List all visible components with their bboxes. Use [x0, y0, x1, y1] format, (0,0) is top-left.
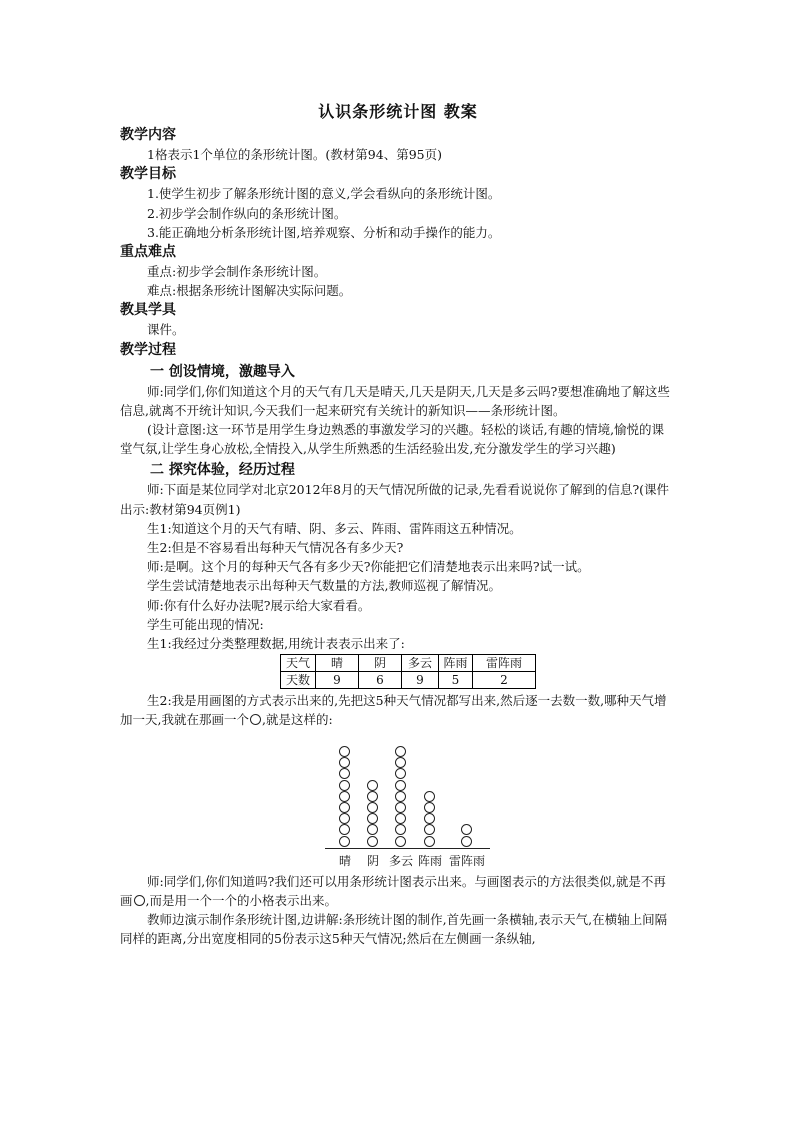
teacher2-text-before: 师:同学们,你们知道吗?我们还可以用条形统计图表示出来。与画图表示的方法很类似,就是不再画: [120, 873, 666, 908]
pictograph-circle: [367, 813, 378, 824]
heading-content: 教学内容: [120, 127, 176, 144]
keypoint-text: 重点:初步学会制作条形统计图。: [147, 264, 327, 280]
table-cell: 阴: [359, 655, 402, 672]
x-axis-line: [325, 848, 490, 850]
student2-text-before: 生2:我是用画图的方式表示出来的,先把这5种天气情况都写出来,然后逐一去数一数,哪种天气增加一天,我就在那画一个: [120, 693, 667, 728]
table-cell: 2: [473, 672, 536, 689]
part1-teacher: 师:同学们,你们知道这个月的天气有几天是晴天,几天是阴天,几天是多云吗?要想准确地了解这些信息,就离不开统计知识,今天我们一起来研究有关统计的新知识——条形统计图。: [120, 383, 670, 418]
teacher2-text-after: ,而是用一个一个的小格表示出来。: [145, 892, 337, 908]
pictograph-circle: [339, 768, 350, 779]
pictograph-circle: [367, 836, 378, 847]
part2-line-3: 生2:但是不容易看出每种天气情况各有多少天?: [147, 540, 404, 556]
part2-title: 二 探究体验，经历过程: [150, 462, 295, 479]
pictograph-circle: [395, 768, 406, 779]
tools-text: 课件。: [147, 322, 185, 338]
pictograph-circle: [395, 824, 406, 835]
goal-item-1: 1.使学生初步了解条形统计图的意义,学会看纵向的条形统计图。: [147, 186, 501, 202]
pictograph-circle: [395, 791, 406, 802]
table-cell: 多云: [402, 655, 439, 672]
heading-tools: 教具学具: [120, 302, 176, 319]
table-cell: 9: [316, 672, 359, 689]
heading-keypoints: 重点难点: [120, 244, 176, 261]
content-text: 1格表示1个单位的条形统计图。(教材第94、第95页): [147, 147, 442, 163]
pictograph-circle: [461, 836, 472, 847]
pictograph-circle: [395, 836, 406, 847]
circle-icon: [134, 895, 145, 906]
table-cell: 阵雨: [439, 655, 473, 672]
part2-line-7: 学生可能出现的情况:: [147, 616, 264, 632]
part2-line-2: 生1:知道这个月的天气有晴、阴、多云、阵雨、雷阵雨这五种情况。: [147, 520, 522, 536]
x-tick-label: 雷阵雨: [448, 853, 486, 868]
circle-icon: [250, 714, 261, 725]
goal-item-3: 3.能正确地分析条形统计图,培养观察、分析和动手操作的能力。: [147, 224, 501, 240]
pictograph-circle: [424, 836, 435, 847]
table-row-label: 天数: [281, 672, 316, 689]
teacher3-text: 教师边演示制作条形统计图,边讲解:条形统计图的制作,首先画一条横轴,表示天气,在横轴上间隔同样的距离,分出宽度相同的5份表示这5种天气情况;然后在左侧画一条纵轴,: [120, 912, 668, 947]
pictograph-circle: [367, 802, 378, 813]
part2-line-4: 师:是啊。这个月的每种天气各有多少天?你能把它们清楚地表示出来吗?试一试。: [147, 559, 590, 575]
table-row: [281, 655, 536, 672]
table-cell: 9: [402, 672, 439, 689]
pictograph-circle: [424, 791, 435, 802]
difficulty-text: 难点:根据条形统计图解决实际问题。: [147, 283, 352, 299]
part2-line-8: 生1:我经过分类整理数据,用统计表表示出来了:: [147, 636, 405, 652]
table-header-label: 天气: [281, 655, 316, 672]
table-cell: 雷阵雨: [473, 655, 536, 672]
pictograph-circle: [424, 813, 435, 824]
x-tick-label: 阴: [366, 853, 380, 868]
pictograph-circle: [424, 824, 435, 835]
student2-text-after: ,就是这样的:: [261, 712, 333, 728]
pictograph-circle: [395, 780, 406, 791]
circle-pictograph: [325, 732, 495, 872]
x-tick-label: 阵雨: [417, 853, 443, 868]
pictograph-circle: [395, 813, 406, 824]
part2-line-6: 师:你有什么好办法呢?展示给大家看看。: [147, 597, 371, 613]
x-tick-label: 晴: [338, 853, 352, 868]
table-cell: 6: [359, 672, 402, 689]
heading-goals: 教学目标: [120, 166, 176, 183]
pictograph-circle: [367, 824, 378, 835]
part2-line-5: 学生尝试清楚地表示出每种天气数量的方法,教师巡视了解情况。: [147, 578, 501, 594]
table-cell: 5: [439, 672, 473, 689]
pictograph-circle: [461, 824, 472, 835]
x-tick-label: 多云: [388, 853, 414, 868]
goal-item-2: 2.初步学会制作纵向的条形统计图。: [147, 205, 347, 221]
pictograph-circle: [339, 780, 350, 791]
pictograph-circle: [367, 791, 378, 802]
pictograph-circle: [339, 757, 350, 768]
pictograph-circle: [395, 802, 406, 813]
pictograph-circle: [339, 813, 350, 824]
pictograph-circle: [395, 757, 406, 768]
pictograph-circle: [395, 746, 406, 757]
weather-table: [280, 654, 536, 689]
heading-process: 教学过程: [120, 341, 176, 358]
student2-text: [120, 691, 676, 729]
pictograph-circle: [367, 780, 378, 791]
pictograph-circle: [339, 802, 350, 813]
table-row: [281, 672, 536, 689]
part2-line-1: 师:下面是某位同学对北京2012年8月的天气情况所做的记录,先看看说说你了解到的信息?(课件出示:教材第94页例1): [120, 482, 670, 517]
document-title: 认识条形统计图 教案: [318, 102, 478, 121]
pictograph-circle: [339, 746, 350, 757]
pictograph-circle: [424, 802, 435, 813]
lesson-plan-document: [120, 102, 676, 948]
part1-design: (设计意图:这一环节是用学生身边熟悉的事激发学习的兴趣。轻松的谈话,有趣的情境,愉悦的课堂气氛,让学生身心放松,全情投入,从学生所熟悉的生活经验出发,充分激发学生的学习兴趣): [120, 422, 665, 457]
table-cell: 晴: [316, 655, 359, 672]
teacher2-text: [120, 872, 676, 910]
pictograph-circle: [339, 791, 350, 802]
part1-title: 一 创设情境，激趣导入: [150, 363, 295, 380]
pictograph-circle: [339, 836, 350, 847]
pictograph-circle: [339, 824, 350, 835]
